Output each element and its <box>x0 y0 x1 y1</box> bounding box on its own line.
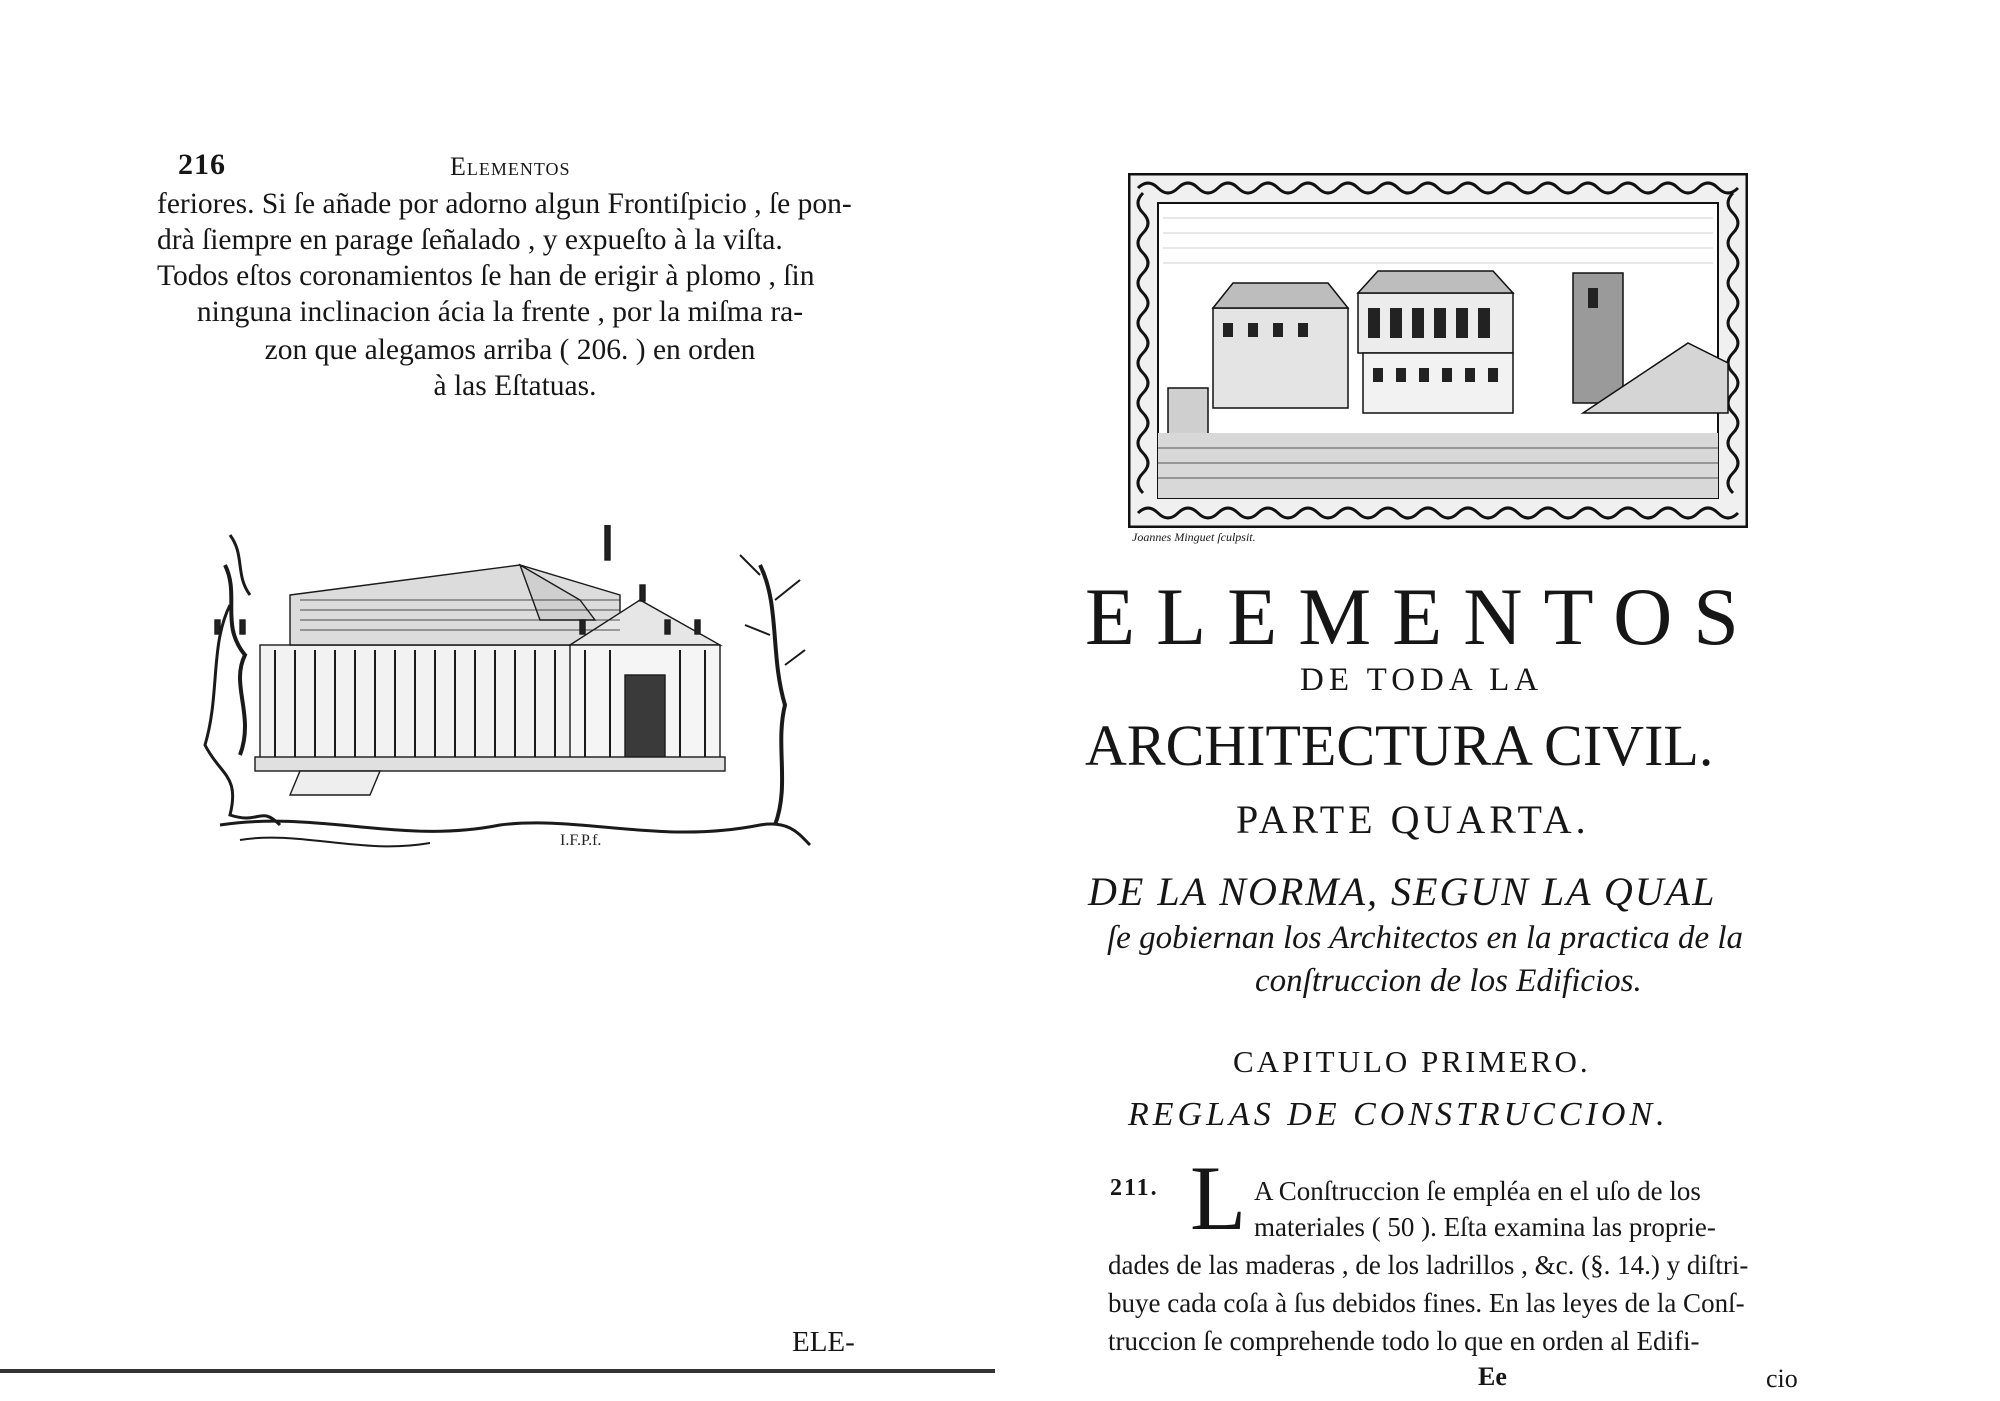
page-number: 216 <box>178 148 226 181</box>
catchword-right: cio <box>1766 1364 1798 1393</box>
paragraph-line-3: dades de las maderas , de los ladrillos , &c. (§. 14.) y diſtri- <box>1108 1250 1749 1280</box>
title-architectura: ARCHITECTURA CIVIL. <box>1085 713 1714 778</box>
chapter-heading: CAPITULO PRIMERO. <box>1233 1044 1591 1079</box>
body-line-3: Todos eſtos coronamientos ſe han de erigir à plomo , ſin <box>157 260 815 292</box>
paragraph-line-1: A Conſtruccion ſe empléa en el uſo de los <box>1254 1176 1701 1206</box>
temple-illustration <box>200 525 820 855</box>
bottom-rule <box>0 1369 995 1373</box>
subtitle-line-3: conſtruccion de los Edificios. <box>1255 963 1642 999</box>
chapter-title: REGLAS DE CONSTRUCCION. <box>1128 1096 1669 1133</box>
title-sub: DE TODA LA <box>1300 662 1544 698</box>
engraver-caption: Joannes Minguet ſculpsit. <box>1132 530 1256 544</box>
signature-mark: Ee <box>1478 1362 1507 1391</box>
body-line-6: à las Eſtatuas. <box>433 370 597 402</box>
left-page <box>0 0 995 1401</box>
subtitle-line-1: DE LA NORMA, SEGUN LA QUAL <box>1088 869 1717 914</box>
paragraph-number: 211. <box>1110 1175 1159 1201</box>
drop-cap: L <box>1190 1147 1247 1249</box>
subtitle-line-2: ſe gobiernan los Architectos en la practica de la <box>1107 920 1744 956</box>
paragraph-line-4: buye cada coſa à ſus debidos fines. En las leyes de la Conſ- <box>1108 1288 1745 1318</box>
body-line-2: drà ſiempre en parage ſeñalado , y expueſto à la viſta. <box>157 224 783 256</box>
title-main: ELEMENTOS <box>1085 571 1760 662</box>
running-head: Elementos <box>450 152 571 181</box>
illustration-signature: I.F.P.f. <box>560 832 602 849</box>
paragraph-line-2: materiales ( 50 ). Eſta examina las proprie- <box>1254 1212 1716 1242</box>
body-line-4: ninguna inclinacion ácia la frente , por la miſma ra- <box>196 296 804 328</box>
headpiece-illustration <box>1128 173 1748 528</box>
body-line-5: zon que alegamos arriba ( 206. ) en orden <box>264 334 756 366</box>
body-line-1: feriores. Si ſe añade por adorno algun Frontiſpicio , ſe pon- <box>157 188 852 220</box>
catchword: ELE- <box>792 1326 855 1358</box>
paragraph-line-5: truccion ſe comprehende todo lo que en orden al Edifi- <box>1108 1326 1700 1356</box>
title-parte: PARTE QUARTA. <box>1236 797 1590 842</box>
